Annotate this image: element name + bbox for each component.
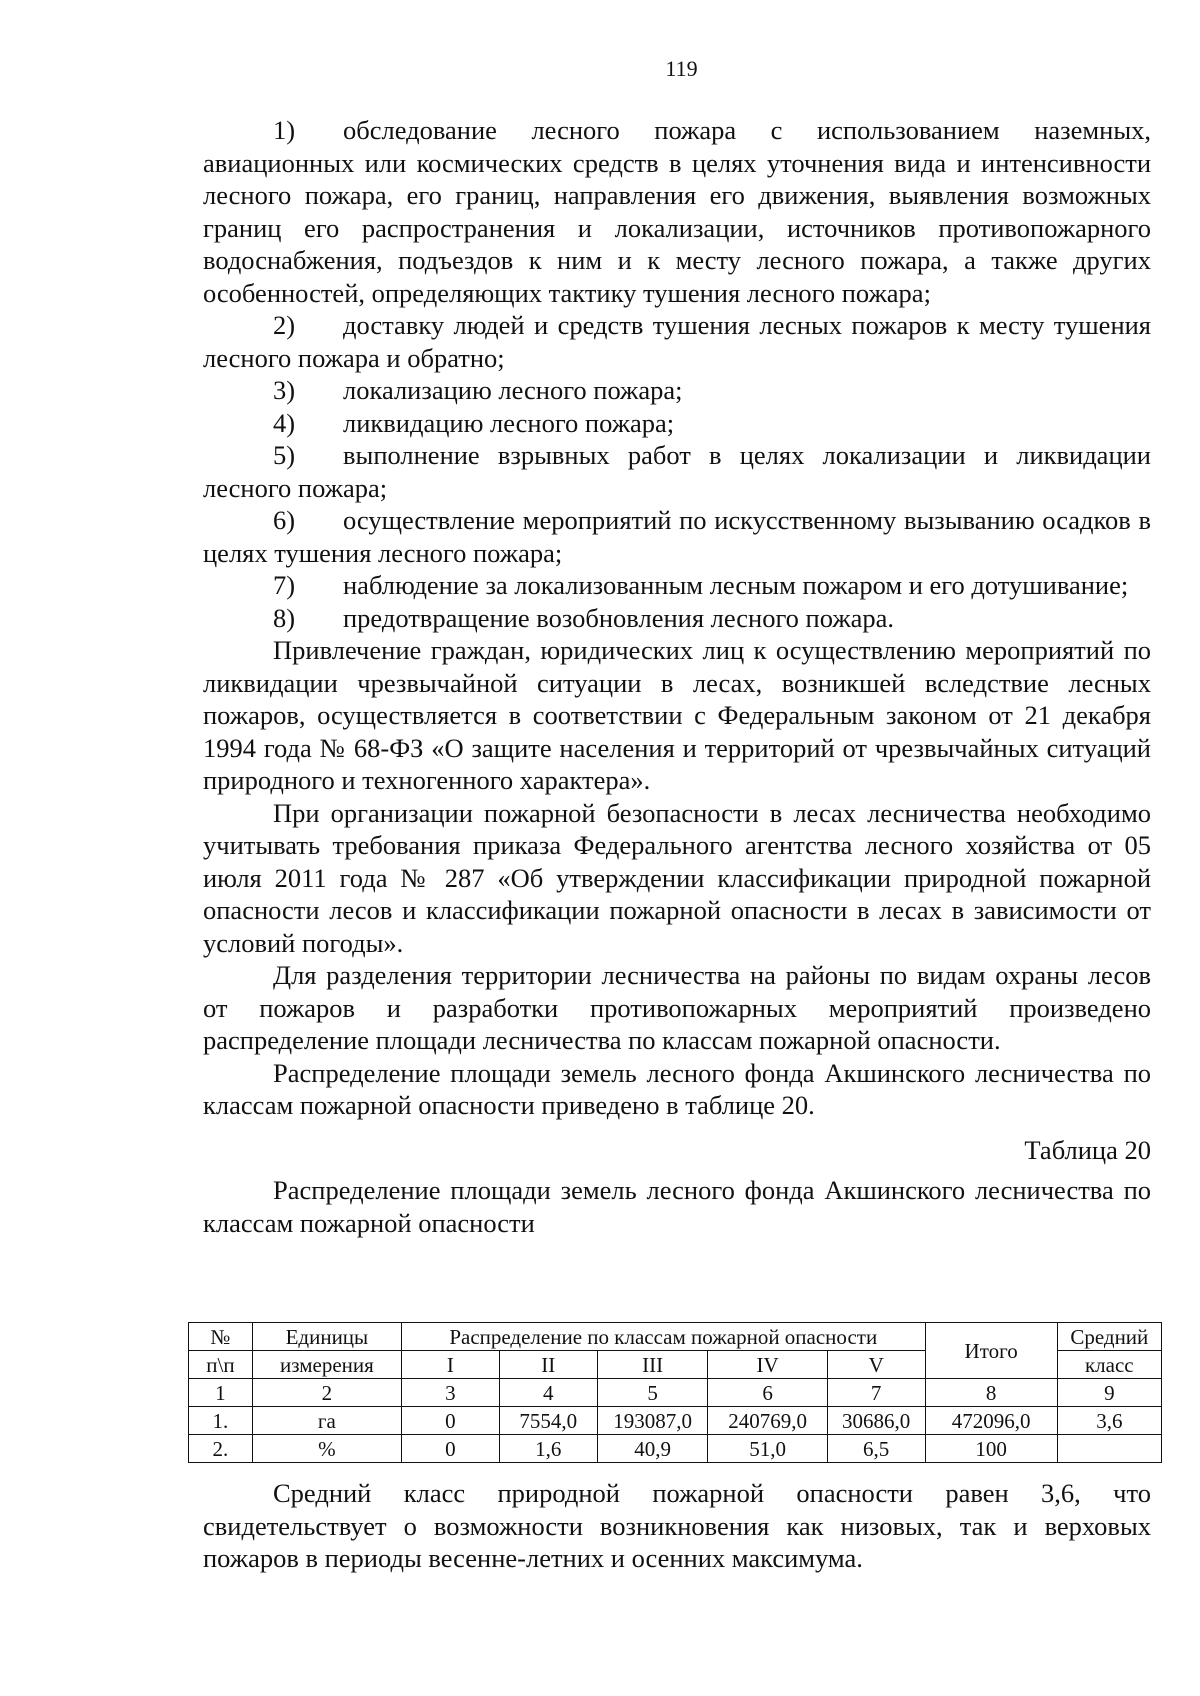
paragraph: Для разделения территории лесничества на районы по видам охраны лесов от пожаров и разработки противопожарных мероприятий произведено распределение площади лесничества по классам пожарной опасности. [203,960,1151,1055]
table-cell: 472096,0 [925,1407,1057,1435]
header-class: II [499,1351,597,1379]
table-cell: 0 [401,1407,499,1435]
table-caption: Распределение площади земель лесного фонда Акшинского лесничества по классам пожарной опасности [203,1175,1151,1238]
list-item [203,602,1151,635]
header-class: III [597,1351,708,1379]
table-cell: 3,6 [1057,1407,1161,1435]
list-item [203,439,1151,504]
table-cell: 240769,0 [708,1407,827,1435]
page-number: 119 [665,56,698,81]
table-cell: га [252,1407,401,1435]
header-class: IV [708,1351,827,1379]
list-item [203,407,1151,440]
header-unit-sub: измерения [252,1351,401,1379]
list-item-text: ликвидацию лесного пожара; [343,407,675,438]
column-number: 3 [401,1379,499,1407]
column-number: 4 [499,1379,597,1407]
column-number: 6 [708,1379,827,1407]
header-unit: Единицы [252,1323,401,1351]
table-header-row [189,1323,1162,1351]
list-item-number: 7) [273,570,296,600]
header-total: Итого [925,1323,1057,1379]
list-item [203,504,1151,569]
list-item-number: 4) [273,407,296,438]
table-cell: 2. [189,1435,253,1463]
table-cell: 30686,0 [827,1407,925,1435]
column-number: 1 [189,1379,253,1407]
header-distribution: Распределение по классам пожарной опасности [401,1323,925,1351]
list-item-text: локализацию лесного пожара; [343,375,683,405]
list-item-text: выполнение взрывных работ в целях локализации и ликвидации лесного пожара; [203,440,1151,503]
table-row [189,1407,1162,1435]
header-avg: Средний [1057,1323,1161,1351]
header-num: № [189,1323,253,1351]
header-num-sub: п\п [189,1351,253,1379]
list-item [203,309,1151,374]
column-number: 5 [597,1379,708,1407]
table-cell: % [252,1435,401,1463]
column-number: 9 [1057,1379,1161,1407]
list-item-number: 1) [273,115,296,145]
header-class: V [827,1351,925,1379]
list-item-number: 2) [273,310,296,340]
table-cell: 6,5 [827,1435,925,1463]
column-number: 2 [252,1379,401,1407]
column-number-row [189,1379,1162,1407]
list-item-text: обследование лесного пожара с использованием наземных, авиационных или космических средств в целях уточнения вида и интенсивности лесного пожара, его границ, направления его движения, выявления возможных границ его распространения и локализации, источников противопожарного водоснабжения, подъездов к ним и к месту лесного пожара, а также других особенностей, определяющих тактику тушения лесного пожара; [203,115,1151,308]
list-item [203,374,1151,407]
header-class: I [401,1351,499,1379]
table-cell: 1,6 [499,1435,597,1463]
table-cell: 0 [401,1435,499,1463]
list-item-number: 5) [273,440,296,470]
list-item-number: 8) [273,602,296,633]
paragraph: Распределение площади земель лесного фонда Акшинского лесничества по классам пожарной опасности приведено в таблице 20. [203,1057,1151,1120]
table-cell: 40,9 [597,1435,708,1463]
paragraph: При организации пожарной безопасности в лесах лесничества необходимо учитывать требования приказа Федерального агентства лесного хозяйства от 05 июля 2011 года № 287 «Об утверждении классификации природной пожарной опасности лесов и классификации пожарной опасности в лесах в зависимости от условий погоды». [203,797,1151,958]
conclusion-paragraph: Средний класс природной пожарной опасности равен 3,6, что свидетельствует о возможности возникновения как низовых, так и верховых пожаров в периоды весенне-летних и осенних максимума. [203,1478,1151,1573]
table-cell: 51,0 [708,1435,827,1463]
fire-danger-table [188,1322,1162,1463]
table-cell: 100 [925,1435,1057,1463]
list-item-text: предотвращение возобновления лесного пожара. [343,602,895,633]
header-avg-sub: класс [1057,1351,1161,1379]
paragraph: Привлечение граждан, юридических лиц к осуществлению мероприятий по ликвидации чрезвычайной ситуации в лесах, возникшей вследствие лесных пожаров, осуществляется в соответствии с Федеральным законом от 21 декабря 1994 года № 68-ФЗ «О защите населения и территорий от чрезвычайных ситуаций природного и техногенного характера». [203,635,1151,795]
list-item-number: 3) [273,375,296,405]
list-item [203,114,1151,309]
table-row [189,1435,1162,1463]
list-item [203,569,1151,602]
table-cell [1057,1435,1161,1463]
list-item-text: доставку людей и средств тушения лесных пожаров к месту тушения лесного пожара и обратно; [203,310,1151,373]
column-number: 8 [925,1379,1057,1407]
table-label: Таблица 20 [1024,1134,1151,1165]
conclusion-block [203,1477,1151,1575]
table-cell: 193087,0 [597,1407,708,1435]
main-text [203,114,1151,1239]
table-cell: 7554,0 [499,1407,597,1435]
column-number: 7 [827,1379,925,1407]
list-item-number: 6) [273,505,296,535]
list-item-text: наблюдение за локализованным лесным пожаром и его дотушивание; [343,570,1129,600]
list-item-text: осуществление мероприятий по искусственному вызыванию осадков в целях тушения лесного пожара; [203,505,1151,568]
table-cell: 1. [189,1407,253,1435]
